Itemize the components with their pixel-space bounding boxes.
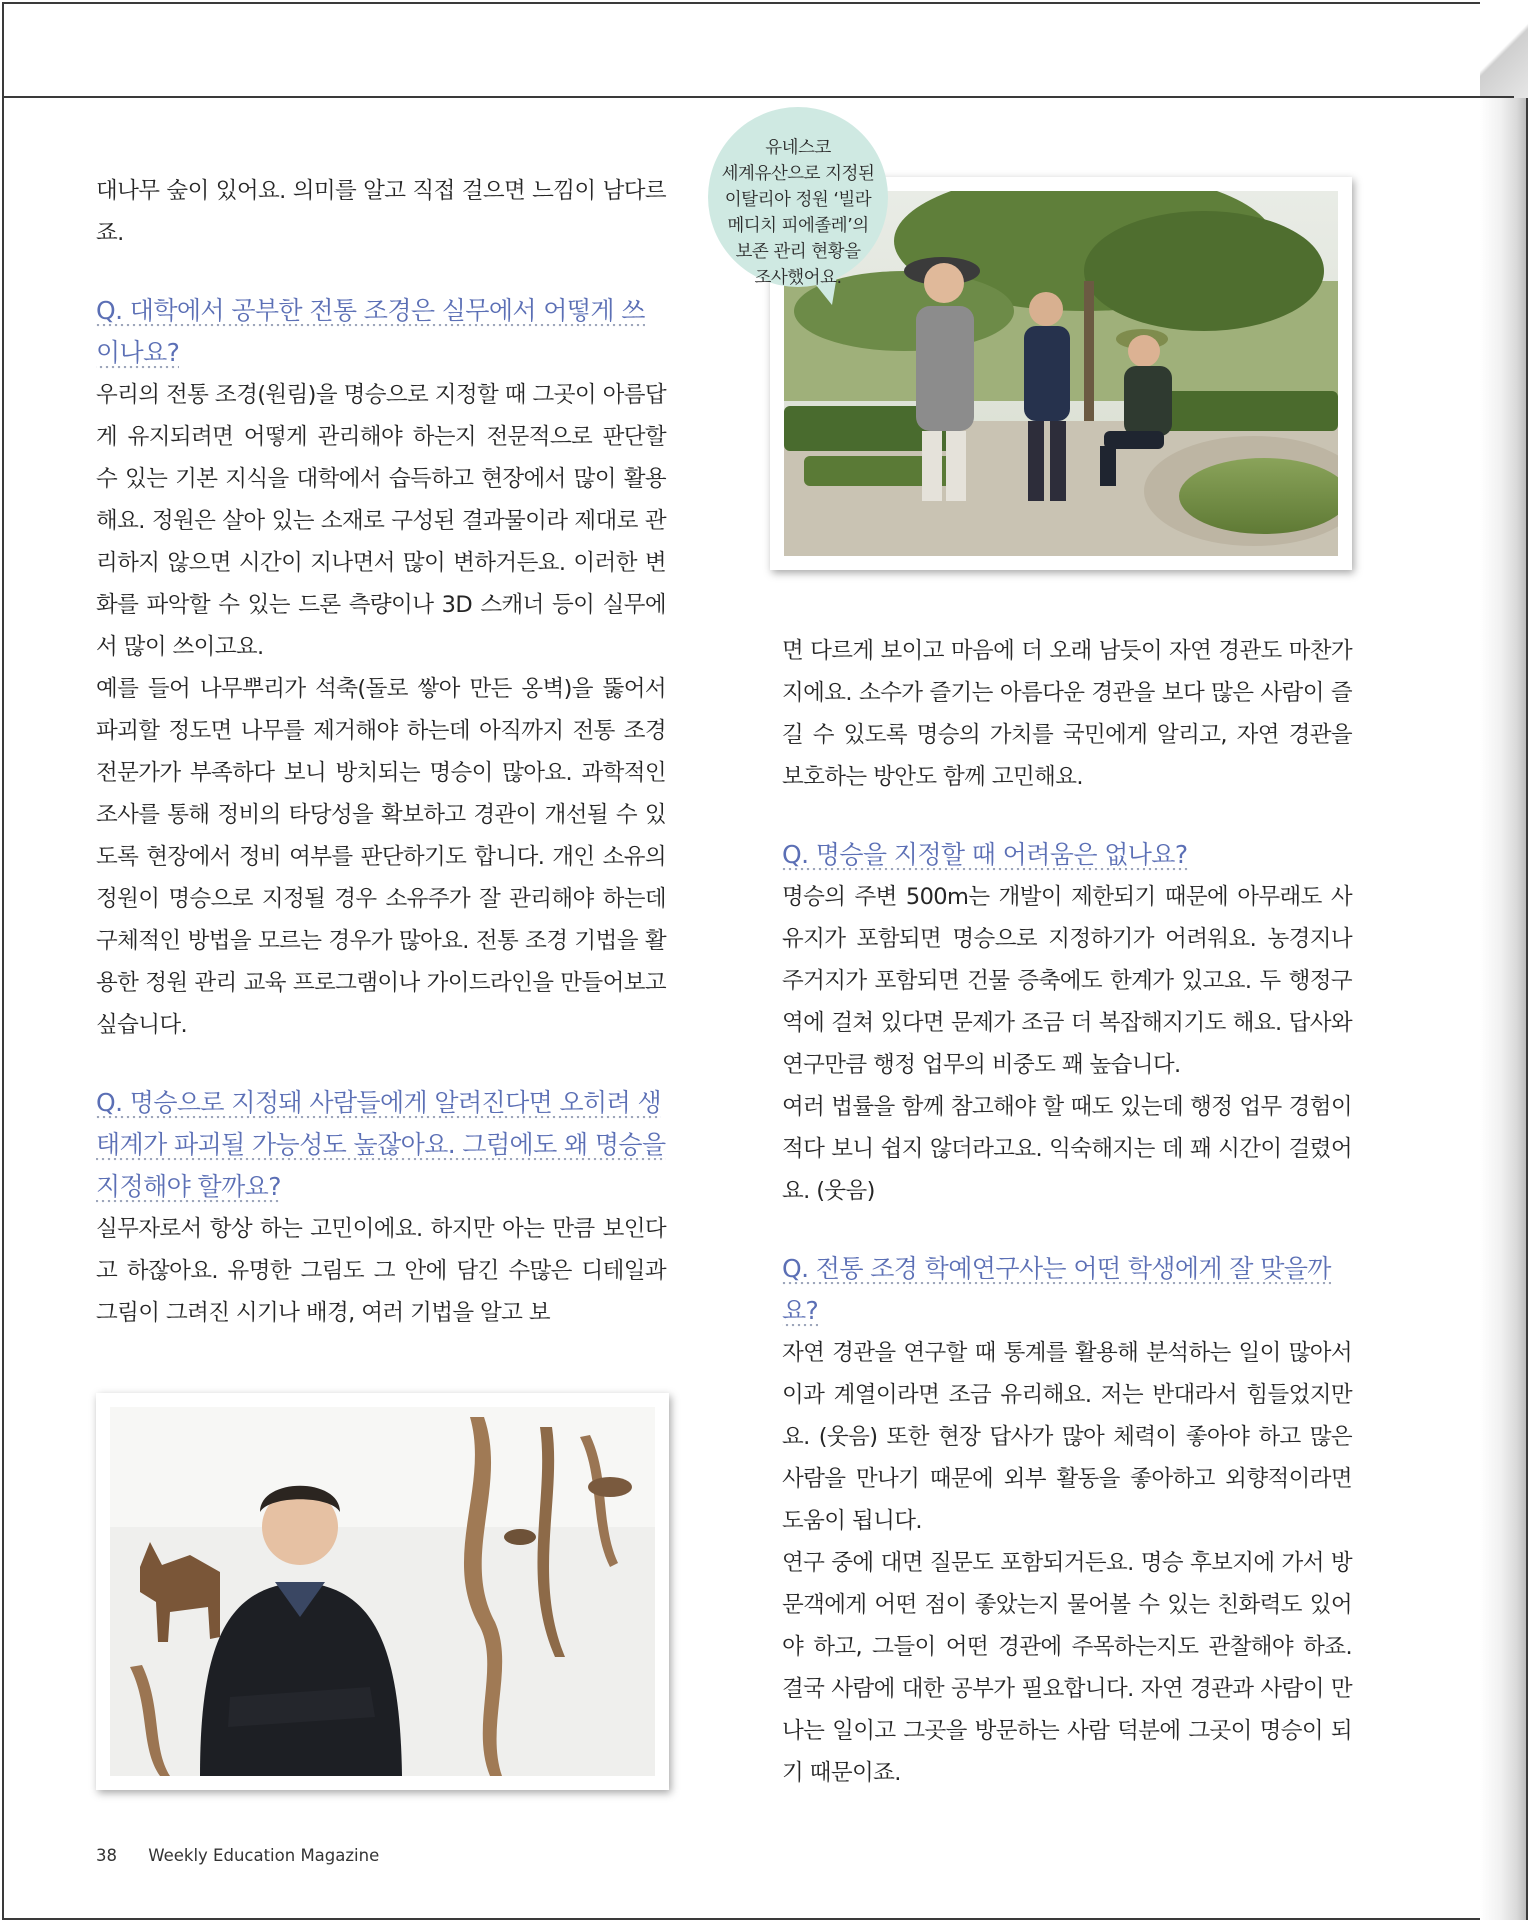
header-rule <box>2 96 1514 98</box>
bubble-line: 조사했어요. <box>754 268 842 288</box>
question-heading-1 <box>96 290 666 374</box>
question-text: Q. 전통 조경 학예연구사는 어떤 학생에게 잘 맞을까요? <box>782 1254 1331 1328</box>
bubble-line: 세계유산으로 지정된 <box>721 164 875 184</box>
answer-paragraph: 연구 중에 대면 질문도 포함되거든요. 명승 후보지에 가서 방문객에게 어떤 점이 좋았는지 물어볼 수 있는 친화력도 있어야 하고, 그들이 어떤 경관에 주목하는지도 관찰해야 하죠. 결국 사람에 대한 공부가 필요합니다. 자연 경관과 사람이 만나는 일이고 그곳을 방문하는 사람 덕분에 그곳이 명승이 되기 때문이죠. <box>782 1550 1352 1786</box>
question-heading-3 <box>782 834 1352 876</box>
question-text: Q. 명승을 지정할 때 어려움은 없나요? <box>782 840 1188 872</box>
answer-paragraph: 실무자로서 항상 하는 고민이에요. 하지만 아는 만큼 보인다고 하잖아요. 유명한 그림도 그 안에 담긴 수많은 디테일과 그림이 그려진 시기나 배경, 여러 기법을 알고 보 <box>96 1216 666 1326</box>
portrait-photo <box>96 1393 669 1790</box>
answer-paragraph: 면 다르게 보이고 마음에 더 오래 남듯이 자연 경관도 마찬가지에요. 소수가 즐기는 아름다운 경관을 보다 많은 사람이 즐길 수 있도록 명승의 가치를 국민에게 알리고, 자연 경관을 보호하는 방안도 함께 고민해요. <box>782 638 1352 790</box>
question-text: Q. 명승으로 지정돼 사람들에게 알려진다면 오히려 생태계가 파괴될 가능성도 높잖아요. 그럼에도 왜 명승을 지정해야 할까요? <box>96 1088 666 1204</box>
portrait-photo-illustration <box>110 1407 655 1776</box>
answer-paragraph: 명승의 주변 500m는 개발이 제한되기 때문에 아무래도 사유지가 포함되면 명승으로 지정하기가 어려워요. 농경지나 주거지가 포함되면 건물 증축에도 한계가 있고요. 두 행정구역에 걸쳐 있다면 문제가 조금 더 복잡해지기도 해요. 답사와 연구만큼 행정 업무의 비중도 꽤 높습니다. <box>782 884 1352 1078</box>
left-column <box>96 170 666 1334</box>
page-footer <box>96 1846 379 1865</box>
question-text: Q. 대학에서 공부한 전통 조경은 실무에서 어떻게 쓰이나요? <box>96 296 645 370</box>
intro-paragraph: 대나무 숲이 있어요. 의미를 알고 직접 걸으면 느낌이 남다르죠. <box>96 178 666 246</box>
answer-paragraph: 우리의 전통 조경(원림)을 명승으로 지정할 때 그곳이 아름답게 유지되려면 어떻게 관리해야 하는지 전문적으로 판단할 수 있는 기본 지식을 대학에서 습득하고 현장에서 많이 활용해요. 정원은 살아 있는 소재로 구성된 결과물이라 제대로 관리하지 않으면 시간이 지나면서 많이 변하거든요. 이러한 변화를 파악할 수 있는 드론 측량이나 3D 스캐너 등이 실무에서 많이 쓰이고요. <box>96 382 666 660</box>
page-number: 38 <box>96 1846 117 1865</box>
answer-paragraph: 여러 법률을 함께 참고해야 할 때도 있는데 행정 업무 경험이 적다 보니 쉽지 않더라고요. 익숙해지는 데 꽤 시간이 걸렸어요. (웃음) <box>782 1094 1352 1204</box>
question-heading-4 <box>782 1248 1352 1332</box>
page-curl-edge <box>1480 2 1528 1920</box>
answer-paragraph: 자연 경관을 연구할 때 통계를 활용해 분석하는 일이 많아서 이과 계열이라면 조금 유리해요. 저는 반대라서 힘들었지만요. (웃음) 또한 현장 답사가 많아 체력이 좋아야 하고 많은 사람을 만나기 때문에 외부 활동을 좋아하고 외향적이라면 도움이 됩니다. <box>782 1340 1352 1534</box>
bubble-line: 보존 관리 현황을 <box>735 242 861 262</box>
bubble-line: 이탈리아 정원 ‘빌라 <box>724 190 872 210</box>
caption-speech-bubble <box>690 105 906 305</box>
bubble-line: 메디치 피에졸레’의 <box>727 216 869 236</box>
bubble-caption <box>698 135 898 291</box>
right-column <box>782 630 1352 1794</box>
question-heading-2 <box>96 1082 666 1208</box>
magazine-name: Weekly Education Magazine <box>148 1846 380 1865</box>
bubble-line: 유네스코 <box>765 138 831 158</box>
answer-paragraph: 예를 들어 나무뿌리가 석축(돌로 쌓아 만든 옹벽)을 뚫어서 파괴할 정도면 나무를 제거해야 하는데 아직까지 전통 조경 전문가가 부족하다 보니 방치되는 명승이 많아요. 과학적인 조사를 통해 정비의 타당성을 확보하고 경관이 개선될 수 있도록 현장에서 정비 여부를 판단하기도 합니다. 개인 소유의 정원이 명승으로 지정될 경우 소유주가 잘 관리해야 하는데 구체적인 방법을 모르는 경우가 많아요. 전통 조경 기법을 활용한 정원 관리 교육 프로그램이나 가이드라인을 만들어보고 싶습니다. <box>96 676 666 1038</box>
